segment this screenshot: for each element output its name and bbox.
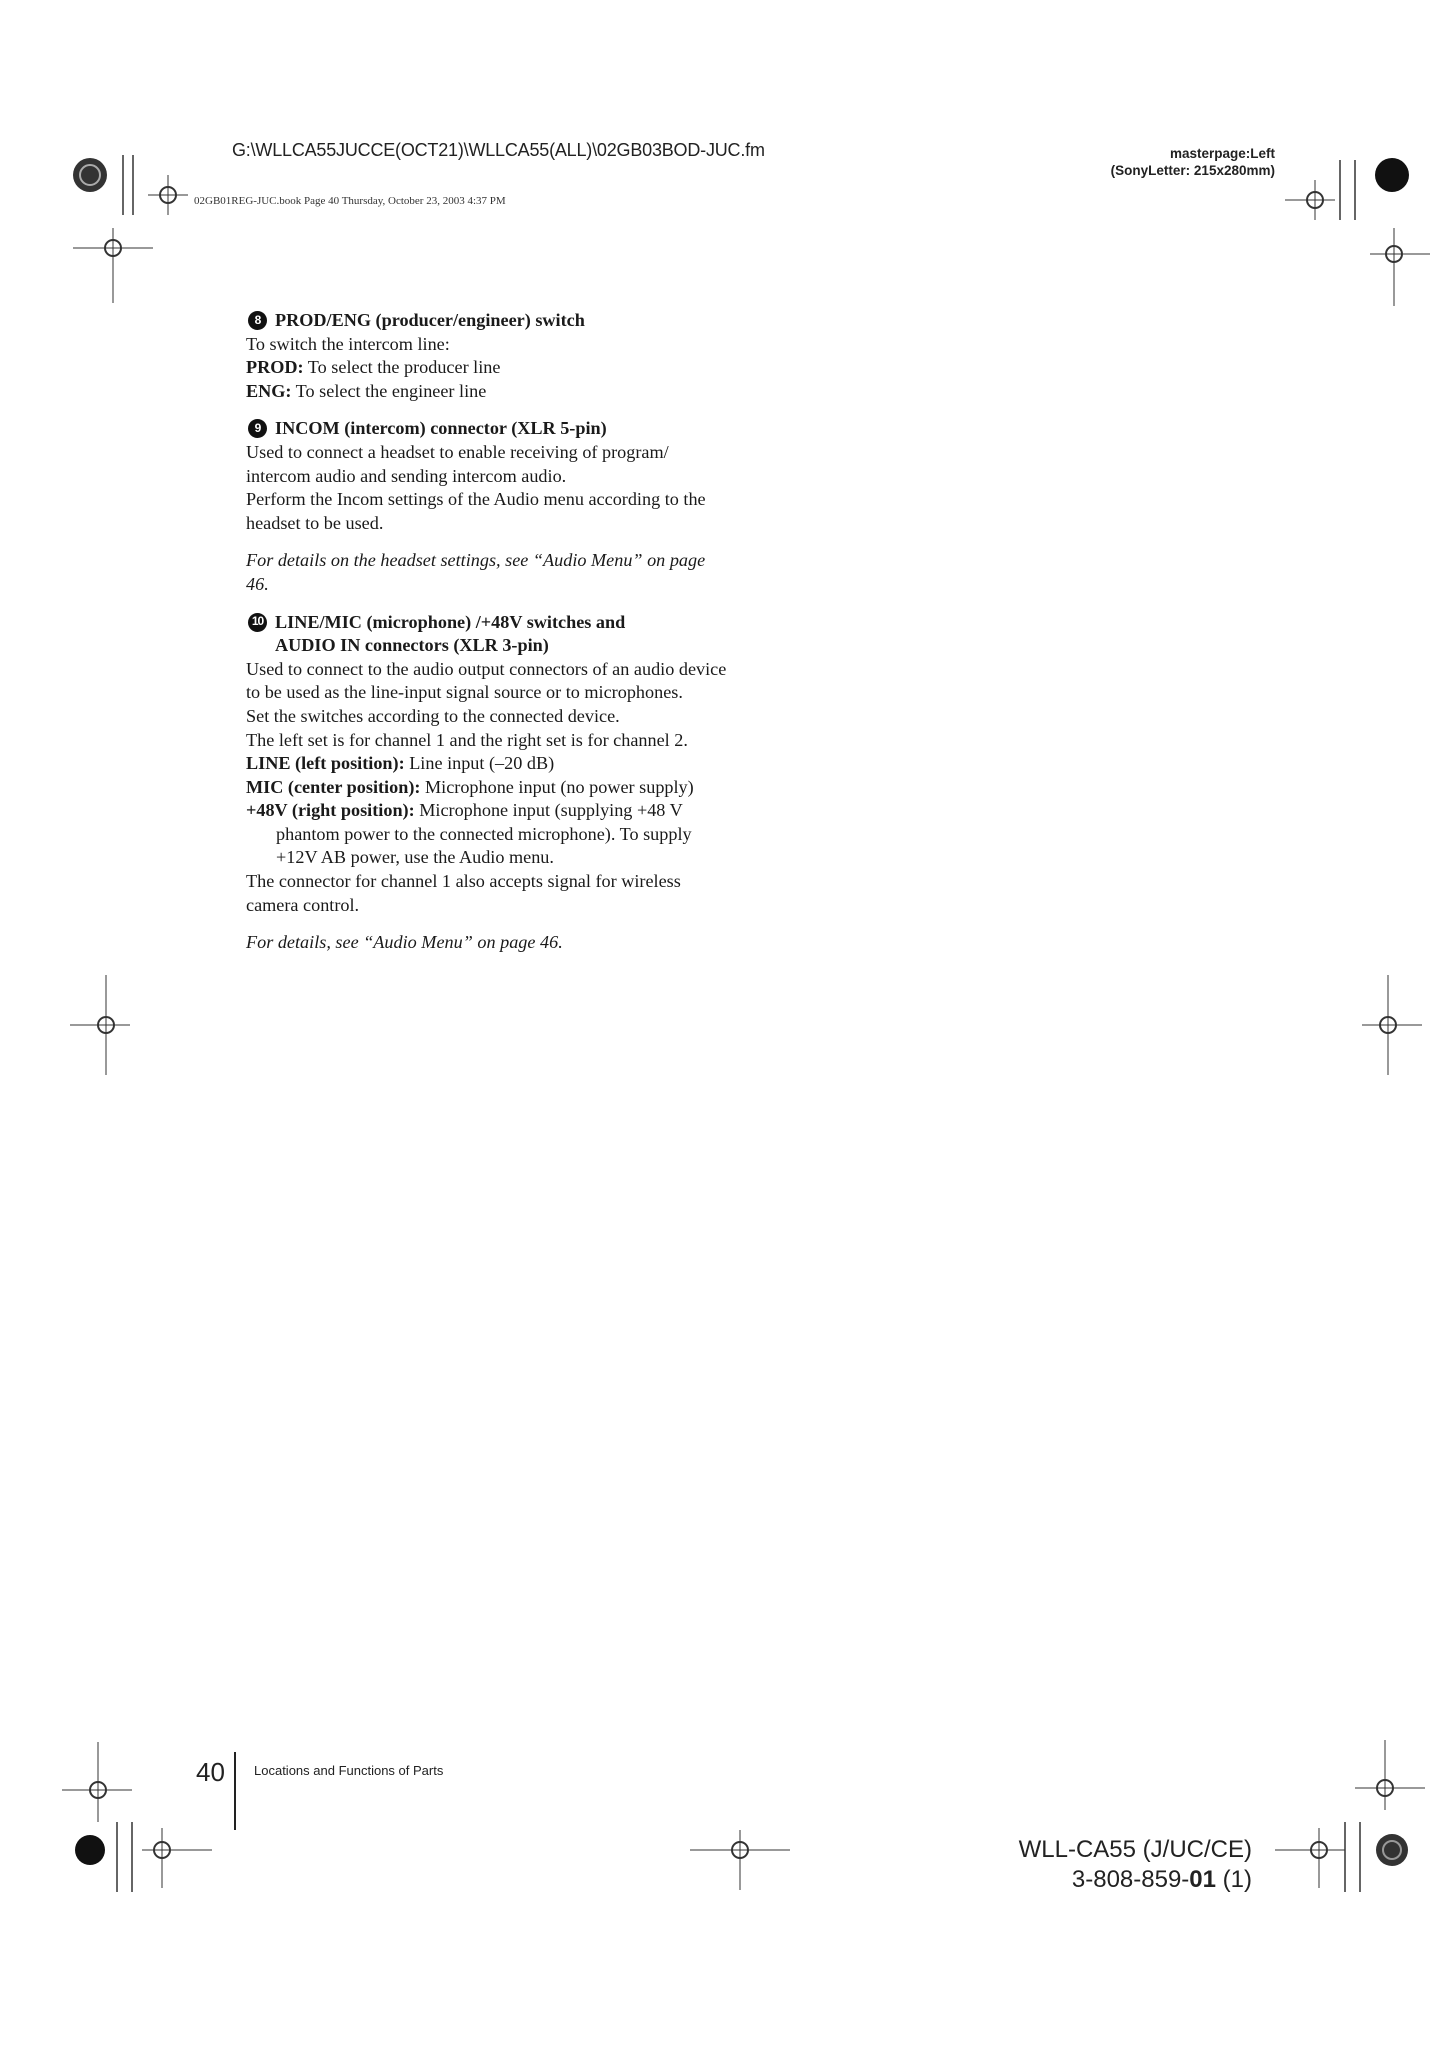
footer-divider [234, 1752, 236, 1830]
definition-item: PROD: To select the producer line [246, 357, 501, 378]
paper-size-label: (SonyLetter: 215x280mm) [1110, 163, 1275, 178]
section-heading: 9 INCOM (intercom) connector (XLR 5-pin) [246, 417, 730, 441]
paragraph: Set the switches according to the connected device. [246, 705, 620, 726]
item-number-badge: 9 [248, 419, 267, 438]
definition-item: MIC (center position): Microphone input (no power supply) [246, 776, 694, 797]
part-number: 3-808-859-01 (1) [1071, 1866, 1252, 1893]
paragraph: To switch the intercom line: [246, 333, 450, 354]
print-registration-mark [1372, 155, 1412, 195]
crosshair-icon [1285, 180, 1335, 220]
page-number: 40 [196, 1757, 225, 1787]
definition-item: +48V (right position): Microphone input (supplying +48 V phantom power to the connected microphone). To supply +12V AB power, use the Audio menu. [246, 800, 692, 868]
section-incom [246, 417, 730, 535]
section-prod-eng [246, 309, 730, 403]
crosshair-icon [142, 1828, 212, 1888]
crosshair-icon [62, 1742, 132, 1822]
crosshair-icon [73, 228, 153, 308]
model-name: WLL-CA55 (J/UC/CE) [1018, 1836, 1252, 1863]
masterpage-label: masterpage:Left [1169, 146, 1275, 161]
crop-mark-icon [1340, 1822, 1370, 1892]
crosshair-icon [1275, 1828, 1345, 1888]
crop-mark-icon [118, 155, 138, 215]
item-number-badge: 10 [248, 613, 267, 632]
paragraph: Perform the Incom settings of the Audio menu according to the headset to be used. [246, 489, 706, 533]
paragraph: Used to connect to the audio output connectors of an audio device to be used as the line-input signal source or to microphones. [246, 658, 727, 703]
crosshair-icon [148, 175, 188, 215]
crosshair-icon [1355, 1740, 1425, 1810]
crosshair-icon [70, 975, 130, 1075]
crop-mark-icon [112, 1822, 142, 1892]
definition-item: ENG: To select the engineer line [246, 380, 487, 401]
cross-reference: For details, see “Audio Menu” on page 46. [246, 932, 563, 953]
file-path: G:\WLLCA55JUCCE(OCT21)\WLLCA55(ALL)\02GB03BOD-JUC.fm [232, 140, 765, 160]
paragraph: Used to connect a headset to enable receiving of program/ intercom audio and sending intercom audio. [246, 441, 669, 486]
page-content [246, 309, 730, 969]
print-registration-mark [70, 1830, 110, 1870]
masterpage-info [1111, 145, 1275, 179]
item-number-badge: 8 [248, 311, 267, 330]
crop-mark-icon [1335, 160, 1365, 220]
section-heading: 10 LINE/MIC (microphone) /+48V switches and AUDIO IN connectors (XLR 3-pin) [246, 611, 730, 658]
crosshair-icon [1370, 228, 1430, 308]
section-line-mic [246, 611, 730, 918]
model-info [1019, 1835, 1252, 1895]
print-registration-mark [1372, 1830, 1412, 1870]
paragraph: The connector for channel 1 also accepts signal for wireless camera control. [246, 871, 681, 915]
section-heading: 8 PROD/ENG (producer/engineer) switch [246, 309, 730, 333]
paragraph: The left set is for channel 1 and the right set is for channel 2. [246, 729, 688, 750]
crosshair-icon [690, 1830, 790, 1890]
book-info: 02GB01REG-JUC.book Page 40 Thursday, October 23, 2003 4:37 PM [194, 195, 506, 207]
crosshair-icon [1362, 975, 1422, 1075]
section-label: Locations and Functions of Parts [254, 1763, 444, 1778]
cross-reference: For details on the headset settings, see “Audio Menu” on page 46. [246, 550, 706, 594]
definition-item: LINE (left position): Line input (–20 dB) [246, 753, 555, 774]
print-registration-mark [70, 155, 110, 195]
